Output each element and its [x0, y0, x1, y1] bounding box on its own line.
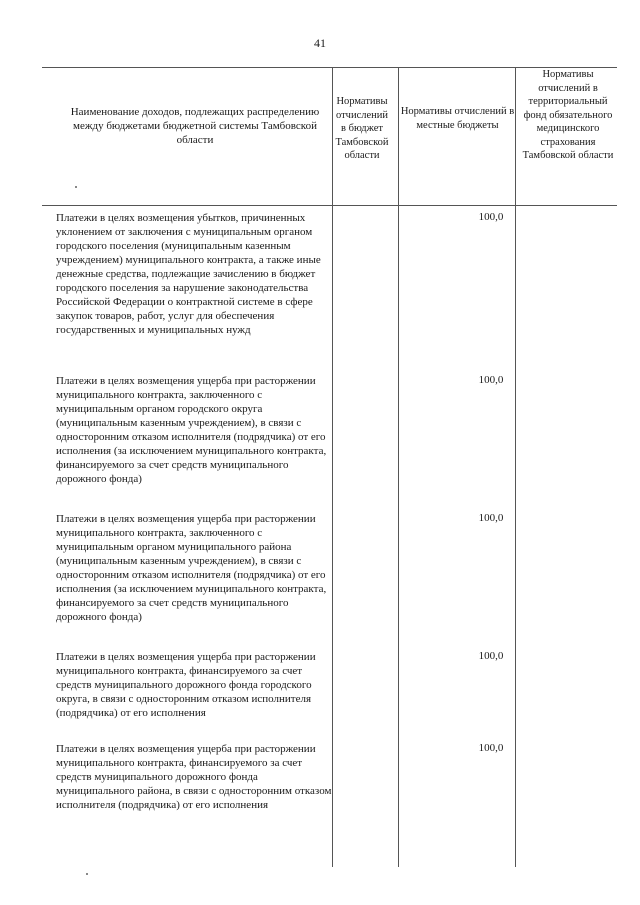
row-local-value: 100,0 — [478, 650, 504, 662]
column-divider — [515, 67, 516, 867]
scan-speck — [86, 873, 88, 875]
header-medical-fund: Нормативы отчислений в территориальный фонд обязательного медицинского страхования Тамбовской области — [522, 69, 614, 161]
header-local-budgets: Нормативы отчислений в местные бюджеты — [400, 106, 515, 131]
row-local-value: 100,0 — [478, 211, 504, 223]
table-header-rule — [42, 205, 617, 206]
header-income-name: Наименование доходов, подлежащих распределению между бюджетами бюджетной системы Тамбовской области — [70, 106, 320, 146]
row-local-value: 100,0 — [478, 512, 504, 524]
header-regional-budget: Нормативы отчислений в бюджет Тамбовской области — [335, 96, 389, 161]
page-number: 41 — [314, 36, 326, 50]
row-income-name: Платежи в целях возмещения ущерба при расторжении муниципального контракта, финансируемого за счет средств муниципального дорожного фонда городского округа, в связи с односторонним отказом исполнителя (подрядчика) от его исполнения — [56, 651, 316, 719]
row-income-name: Платежи в целях возмещения ущерба при расторжении муниципального контракта, финансируемого за счет средств муниципального дорожного фонда муниципального района, в связи с односторонним отказом исполнителя (подрядчика) от его исполнения — [56, 743, 332, 811]
column-divider — [398, 67, 399, 867]
row-local-value: 100,0 — [478, 374, 504, 386]
row-income-name: Платежи в целях возмещения ущерба при расторжении муниципального контракта, заключенного с муниципальным органом муниципального района (муниципальным казенным учреждением), в связи с односторонним отказом исполнителя (подрядчика) от его исполнения (за исключением муниципального контракта, финансируемого за счет средств муниципального дорожного фонда) — [56, 513, 327, 623]
row-income-name: Платежи в целях возмещения убытков, причиненных уклонением от заключения с муниципальным органом городского поселения (муниципальным казенным учреждением) муниципального контракта, а также иные денежные средства, подлежащие зачислению в бюджет городского поселения за нарушение законодательства Российской Федерации о контрактной системе в сфере закупок товаров, работ, услуг для обеспечения государственных и муниципальных нужд — [56, 212, 321, 336]
row-local-value: 100,0 — [478, 742, 504, 754]
row-income-name: Платежи в целях возмещения ущерба при расторжении муниципального контракта, заключенного с муниципальным органом городского округа (муниципальным казенным учреждением), в связи с односторонним отказом исполнителя (подрядчика) от его исполнения (за исключением муниципального контракта, финансируемого за счет средств муниципального дорожного фонда) — [56, 375, 327, 485]
scan-speck — [75, 186, 77, 188]
